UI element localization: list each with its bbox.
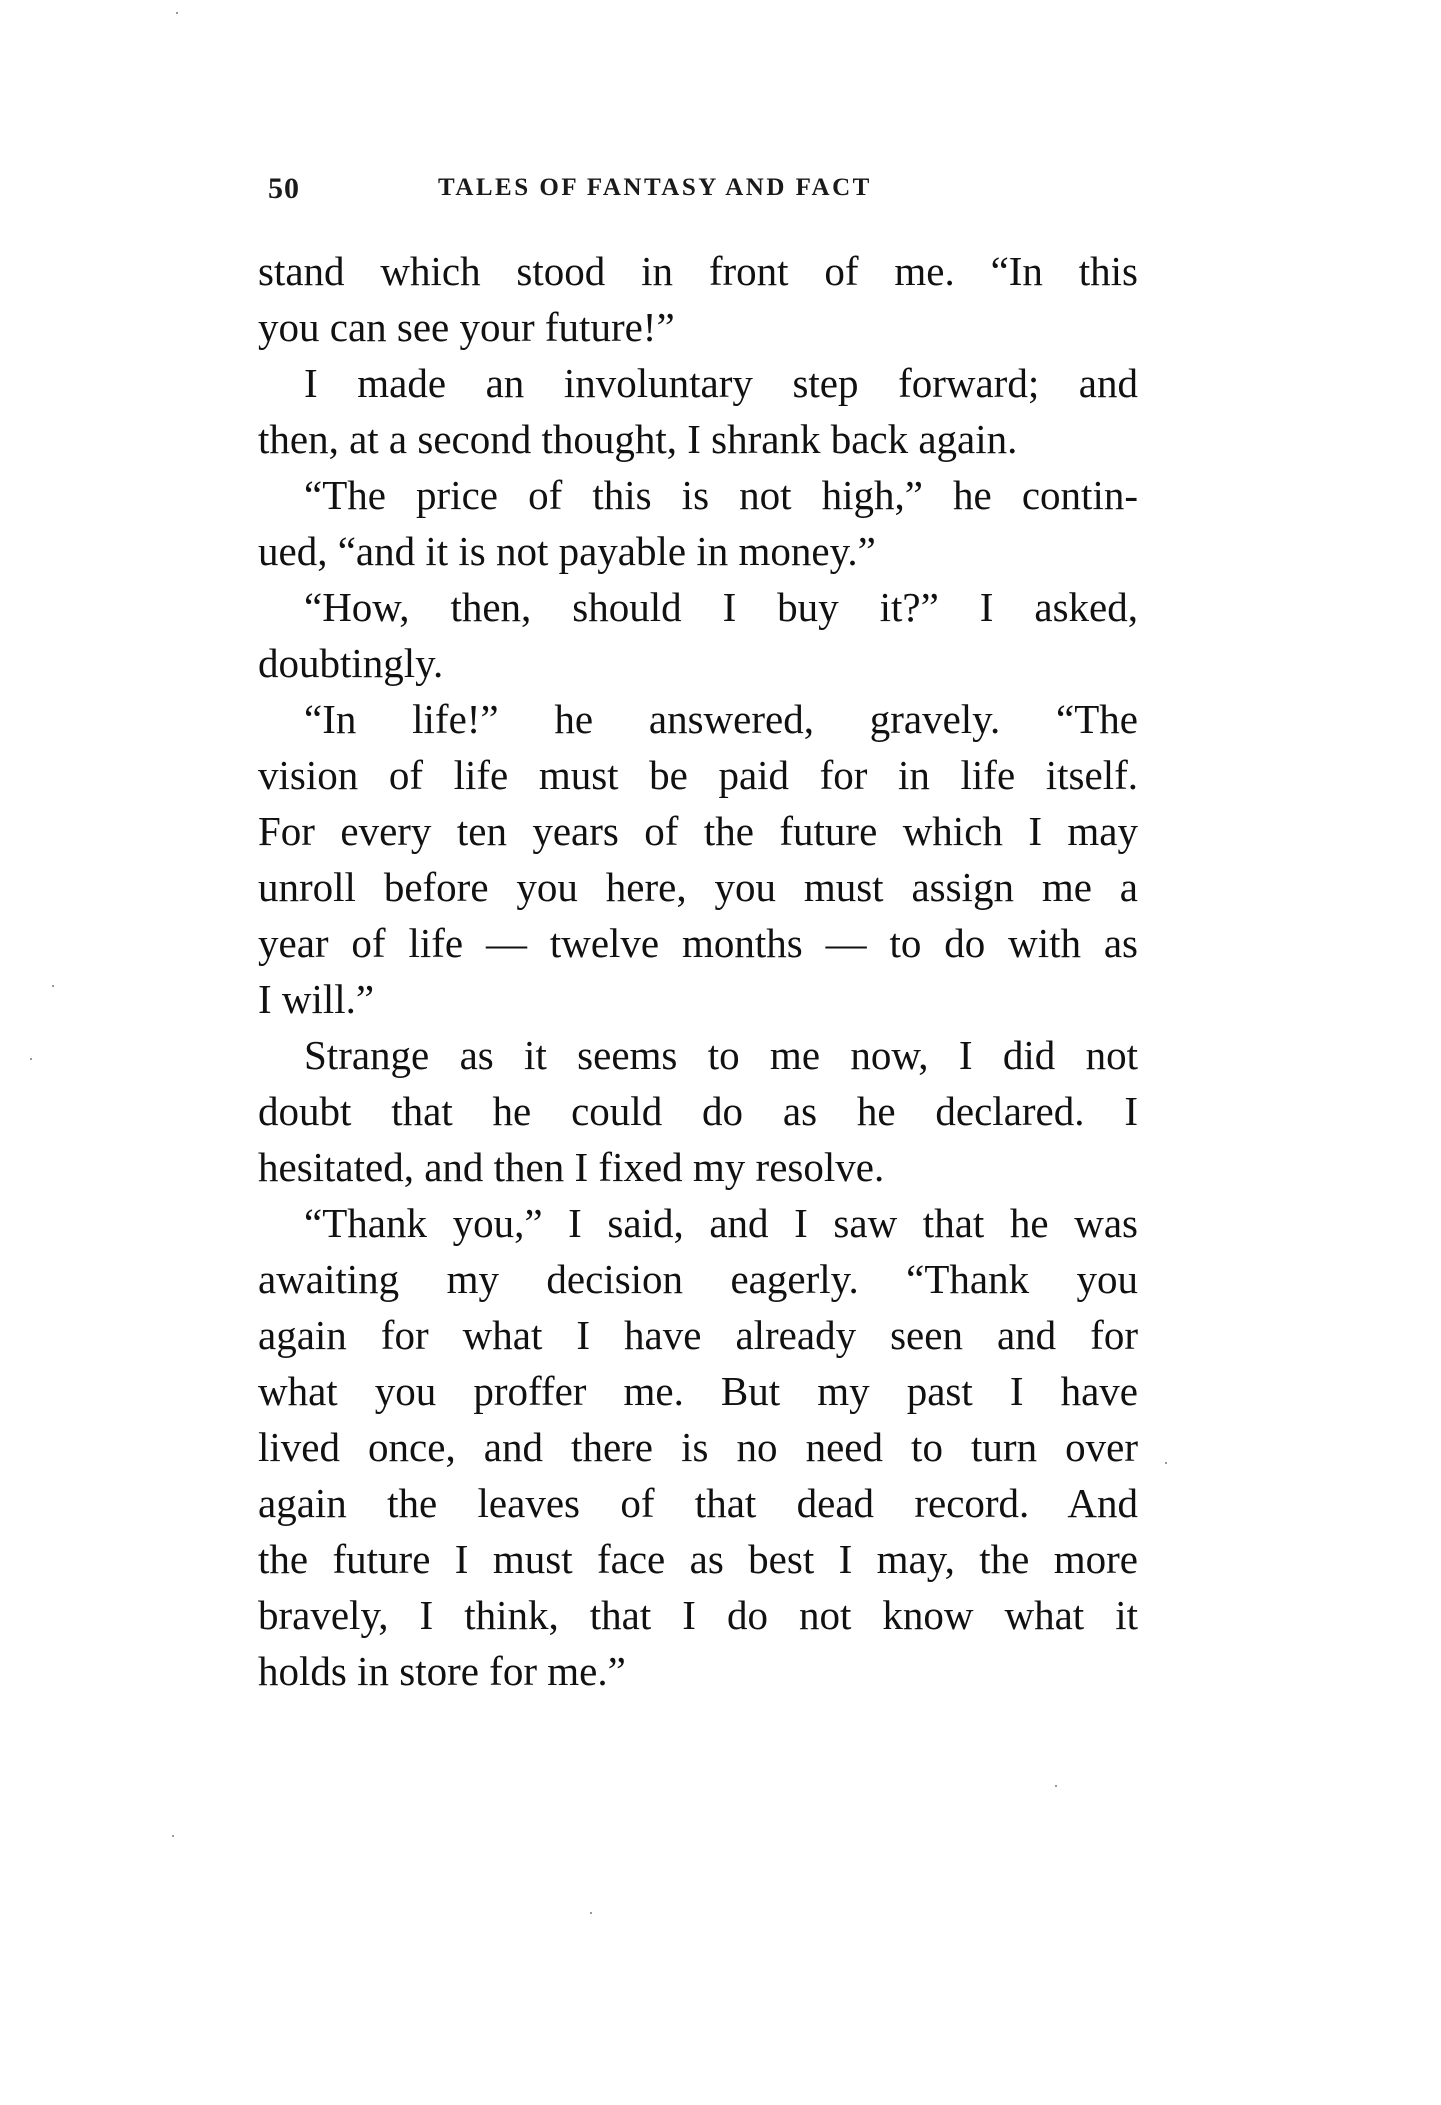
text-line: what you proffer me. But my past I have <box>258 1368 1138 1414</box>
text-line: lived once, and there is no need to turn over <box>258 1424 1138 1470</box>
text-line: For every ten years of the future which I may <box>258 808 1138 854</box>
text-line: “How, then, should I buy it?” I asked, <box>304 584 1138 630</box>
text-line: Strange as it seems to me now, I did not <box>304 1032 1138 1078</box>
text-line: doubt that he could do as he declared. I <box>258 1088 1138 1134</box>
scan-speck <box>1165 1462 1167 1464</box>
scan-speck <box>172 1835 174 1837</box>
text-line: “Thank you,” I said, and I saw that he was <box>304 1200 1138 1246</box>
text-line: doubtingly. <box>258 640 444 686</box>
text-line: again for what I have already seen and for <box>258 1312 1138 1358</box>
text-line: again the leaves of that dead record. And <box>258 1480 1138 1526</box>
scan-speck <box>1055 1785 1057 1787</box>
text-line: awaiting my decision eagerly. “Thank you <box>258 1256 1138 1302</box>
text-line: stand which stood in front of me. “In this <box>258 248 1138 294</box>
text-line: I will.” <box>258 976 375 1022</box>
text-line: year of life — twelve months — to do with as <box>258 920 1138 966</box>
text-line: vision of life must be paid for in life itself. <box>258 752 1138 798</box>
text-line: I made an involuntary step forward; and <box>304 360 1138 406</box>
text-line: the future I must face as best I may, the more <box>258 1536 1138 1582</box>
text-line: bravely, I think, that I do not know what it <box>258 1592 1138 1638</box>
scan-speck <box>52 985 54 987</box>
page-number: 50 <box>268 172 300 205</box>
text-line: ued, “and it is not payable in money.” <box>258 528 876 574</box>
text-line: “The price of this is not high,” he contin- <box>304 472 1138 518</box>
running-title: TALES OF FANTASY AND FACT <box>438 174 872 201</box>
scan-speck <box>176 12 178 14</box>
text-line: unroll before you here, you must assign me a <box>258 864 1138 910</box>
running-head <box>268 172 1138 216</box>
text-line: “In life!” he answered, gravely. “The <box>304 696 1138 742</box>
scan-speck <box>30 1058 32 1060</box>
scan-speck <box>590 1912 592 1914</box>
text-line: then, at a second thought, I shrank back again. <box>258 416 1018 462</box>
text-line: you can see your future!” <box>258 304 675 350</box>
text-line: holds in store for me.” <box>258 1648 626 1694</box>
text-line: hesitated, and then I fixed my resolve. <box>258 1144 885 1190</box>
body-text <box>258 243 1138 1699</box>
